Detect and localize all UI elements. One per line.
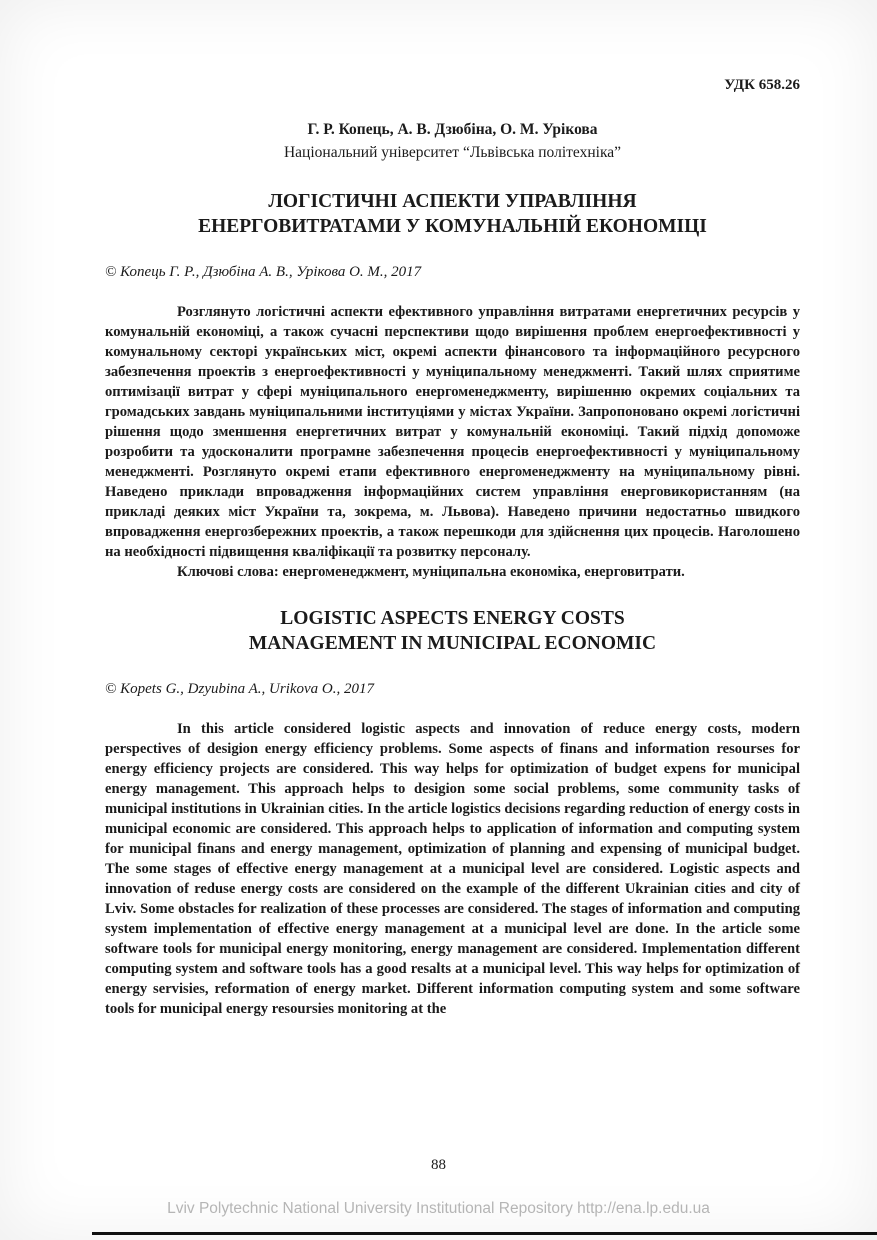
udc-code: УДК 658.26: [724, 77, 800, 93]
scan-edge-line: [92, 1232, 877, 1235]
abstract-ua-block: [105, 302, 800, 582]
paper-title-en: [105, 606, 800, 656]
copyright-line-en: © Kopets G., Dzyubina A., Urikova O., 2017: [105, 681, 375, 697]
affiliation-line: Національний університет “Львівська політехніка”: [283, 144, 622, 161]
abstract-en-text: In this article considered logistic aspects and innovation of reduce energy costs, modern perspectives of desigion energy efficiency problems. Some aspects of finans and information resourses for energy efficiency projects are considered. This way helps for optimization of budget expens for municipal energy management. This approach helps to desigion some social problems, some community tasks of municipal institutions in Ukrainian cities. In the article logistics decisions regarding reduction of energy costs in municipal economic are considered. This approach helps to application of information and computing system for municipal finans and energy management, optimization of planning and expensing of municipal budget. The some stages of effective energy management at a municipal level are considered. Logistic aspects and innovation of reduse energy costs are considered on the example of the different Ukrainian cities and city of Lviv. Some obstacles for realization of these processes are considered. The stages of information and computing system implementation of effective energy management at a municipal level are done. In the article some software tools for municipal energy monitoring, energy management are considered. Implementation different computing system and software tools has a good resalts at a municipal level. This way helps for optimization of energy servisies, reformation of energy market. Different information computing system and some software tools for municipal energy resoursies monitoring at the: [105, 721, 800, 1017]
paper-title-ua: [105, 189, 800, 239]
keywords-ua: Ключові слова: енергоменеджмент, муніципальна економіка, енерговитрати.: [177, 564, 685, 580]
abstract-en-block: [105, 719, 800, 1019]
authors-line: Г. Р. Копець, А. В. Дзюбіна, О. М. Урікова: [307, 121, 598, 138]
paper-title-en-line2: MANAGEMENT IN MUNICIPAL ECONOMIC: [248, 633, 657, 654]
paper-title-ua-line1: ЛОГІСТИЧНІ АСПЕКТИ УПРАВЛІННЯ: [268, 191, 637, 212]
copyright-line-ua: © Копець Г. Р., Дзюбіна А. В., Урікова О. М., 2017: [105, 264, 422, 280]
repository-footer: Lviv Polytechnic National University Institutional Repository http://ena.lp.edu.ua: [167, 1200, 710, 1217]
paper-title-ua-line2: ЕНЕРГОВИТРАТАМИ У КОМУНАЛЬНІЙ ЕКОНОМІЦІ: [198, 216, 707, 237]
page-number: 88: [431, 1157, 446, 1173]
paper-title-en-line1: LOGISTIC ASPECTS ENERGY COSTS: [280, 608, 625, 629]
abstract-ua-text: Розглянуто логістичні аспекти ефективного управління витратами енергетичних ресурсів у комунальній економіці, а також сучасні перспективи щодо вирішення проблем енергоефективності у комунальному секторі українських міст, окремі аспекти фінансового та інформаційного ресурсного забезпечення проектів з енергоефективності у муніципальному менеджменті. Такий шлях сприятиме оптимізації витрат у сфері муніципального енергоменеджменту, вирішенню окремих соціальних та громадських завдань муніципальними інституціями у містах України. Запропоновано окремі логістичні рішення щодо зменшення енергетичних витрат у комунальній економіці. Такий підхід допоможе розробити та удосконалити програмне забезпечення процесів енергоефективності у муніципальному менеджменті. Розглянуто окремі етапи ефективного енергоменеджменту на муніципальному рівні. Наведено приклади впровадження інформаційних систем управління енерговикористанням (на прикладі деяких міст України та, зокрема, м. Львова). Наведено причини недостатньо швидкого впровадження енергозбережних проектів, а також перешкоди для здійснення цих процесів. Наголошено на необхідності підвищення кваліфікації та розвитку персоналу.: [105, 304, 800, 560]
